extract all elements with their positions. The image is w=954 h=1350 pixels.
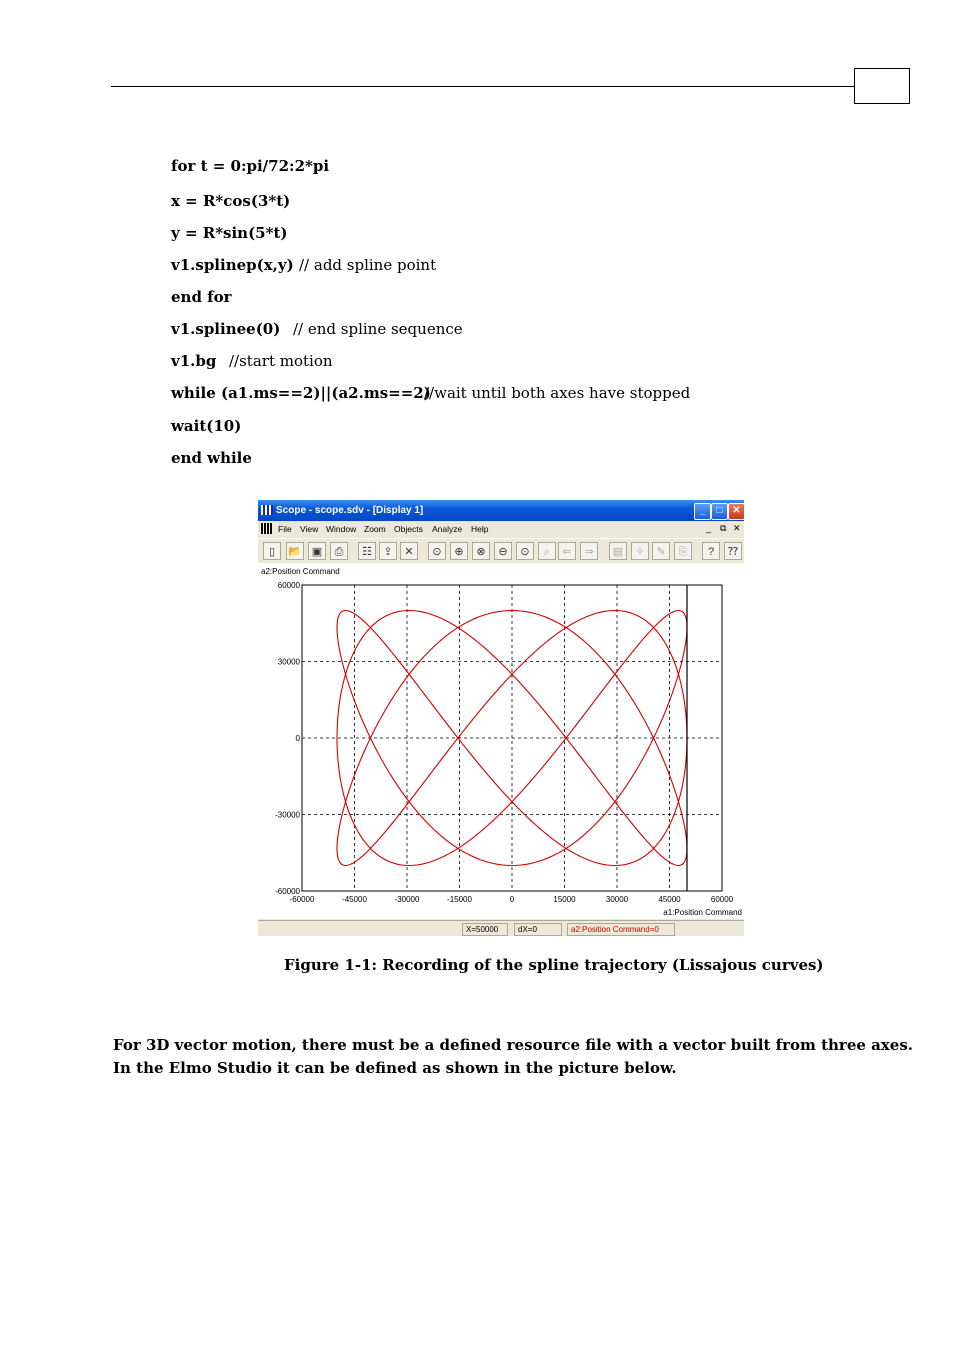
- x-axis-label: a1:Position Command: [663, 908, 742, 917]
- code-line: [171, 192, 290, 210]
- export-icon[interactable]: ⇪: [379, 542, 397, 560]
- minimize-button[interactable]: _: [694, 503, 711, 520]
- code-comment: //wait until both axes have stopped: [424, 384, 691, 402]
- menu-window[interactable]: Window: [326, 524, 357, 534]
- code-text: x = R*cos(3*t): [171, 192, 291, 210]
- y-tick-label: 60000: [277, 581, 300, 590]
- scroll-left-icon[interactable]: ⇐: [558, 542, 576, 560]
- title-bar[interactable]: [258, 500, 744, 521]
- help-icon[interactable]: ?: [702, 542, 720, 560]
- code-text: while (a1.ms==2)||(a2.ms==2): [171, 384, 431, 402]
- code-line: [171, 157, 329, 175]
- code-text: end for: [171, 288, 232, 306]
- code-text: v1.bg: [171, 352, 217, 370]
- zoom-y-icon[interactable]: ⊙: [516, 542, 534, 560]
- y-tick-label: -60000: [275, 887, 300, 896]
- zoom-fit-icon[interactable]: ⊙: [428, 542, 446, 560]
- copy-icon[interactable]: ⎘: [674, 542, 692, 560]
- code-comment: //start motion: [229, 352, 333, 370]
- delete-icon[interactable]: ✕: [400, 542, 418, 560]
- lissajous-chart[interactable]: [258, 563, 744, 919]
- x-tick-label: -15000: [447, 895, 472, 904]
- x-tick-label: 0: [509, 895, 515, 904]
- code-text: for t = 0:pi/72:2*pi: [171, 157, 330, 175]
- menu-help[interactable]: Help: [471, 524, 489, 534]
- header-rule: [111, 86, 855, 87]
- code-text: v1.splinee(0): [171, 320, 281, 338]
- zoom-out-icon[interactable]: ⊖: [494, 542, 512, 560]
- save-icon[interactable]: ▣: [308, 542, 326, 560]
- x-tick-label: 60000: [710, 895, 734, 904]
- menu-analyze[interactable]: Analyze: [432, 524, 463, 534]
- menu-zoom[interactable]: Zoom: [364, 524, 386, 534]
- zoom-in-icon[interactable]: ⊕: [450, 542, 468, 560]
- figure-caption: Figure 1-1: Recording of the spline trajectory (Lissajous curves): [284, 956, 824, 974]
- x-tick-label: -30000: [394, 895, 420, 904]
- x-tick-label: 15000: [553, 895, 576, 904]
- code-comment: // end spline sequence: [293, 320, 463, 338]
- toolbar: [258, 538, 744, 564]
- scope-window: [258, 500, 744, 936]
- code-text: end while: [171, 449, 252, 467]
- menu-view[interactable]: View: [300, 524, 319, 534]
- x-tick-label: -60000: [289, 895, 315, 904]
- code-line: [171, 320, 463, 338]
- window-title: Scope - scope.sdv - [Display 1]: [276, 505, 424, 516]
- code-text: wait(10): [171, 417, 242, 435]
- x-tick-label: 30000: [605, 895, 629, 904]
- zoom-x-icon[interactable]: ⊗: [472, 542, 490, 560]
- open-icon[interactable]: 📂: [286, 542, 304, 560]
- close-button[interactable]: ✕: [728, 503, 744, 520]
- status-signal: a2:Position Command=0: [567, 923, 675, 936]
- y-axis-label: a2:Position Command: [261, 567, 340, 576]
- code-line: [171, 384, 691, 402]
- plot-area[interactable]: [258, 563, 744, 919]
- code-line: [171, 288, 232, 306]
- menu-objects[interactable]: Objects: [394, 524, 423, 534]
- paragraph-line-1: For 3D vector motion, there must be a defined resource file with a vector built from three axes.: [113, 1036, 913, 1054]
- y-tick-label: -30000: [275, 810, 300, 820]
- code-line: [171, 449, 252, 467]
- pen-icon[interactable]: ✎: [652, 542, 670, 560]
- status-x: X=50000: [462, 923, 508, 936]
- maximize-button[interactable]: □: [711, 503, 728, 520]
- code-line: [171, 352, 333, 370]
- status-bar: [258, 920, 744, 936]
- code-line: [171, 224, 288, 242]
- scope-app-icon: [261, 505, 273, 515]
- doc-close-icon[interactable]: ✕: [733, 523, 741, 533]
- code-comment: // add spline point: [299, 256, 437, 274]
- y-tick-label: 0: [295, 734, 300, 743]
- select-obj-icon[interactable]: ▤: [609, 542, 627, 560]
- print-icon[interactable]: ⎙: [330, 542, 348, 560]
- wand-icon[interactable]: ✧: [631, 542, 649, 560]
- y-tick-label: 30000: [277, 657, 300, 667]
- paragraph-line-2: In the Elmo Studio it can be defined as shown in the picture below.: [113, 1059, 677, 1077]
- code-line: [171, 256, 437, 274]
- page-number-box: [854, 68, 910, 104]
- menu-file[interactable]: File: [278, 524, 292, 534]
- x-tick-label: -45000: [342, 895, 367, 904]
- zoom-box-icon[interactable]: ⌕: [538, 542, 556, 560]
- document-icon: [261, 523, 272, 534]
- code-text: v1.splinep(x,y): [171, 256, 294, 274]
- doc-restore-icon[interactable]: ⧉: [720, 523, 727, 533]
- code-line: [171, 417, 241, 435]
- new-icon[interactable]: ▯: [263, 542, 281, 560]
- scroll-right-icon[interactable]: ⇒: [580, 542, 598, 560]
- doc-minimize-icon[interactable]: _: [706, 523, 712, 533]
- context-help-icon[interactable]: ⁇: [724, 542, 742, 560]
- x-tick-label: 45000: [658, 895, 681, 904]
- code-text: y = R*sin(5*t): [171, 224, 288, 242]
- status-dx: dX=0: [514, 923, 562, 936]
- menu-bar: [258, 521, 744, 537]
- properties-icon[interactable]: ☷: [358, 542, 376, 560]
